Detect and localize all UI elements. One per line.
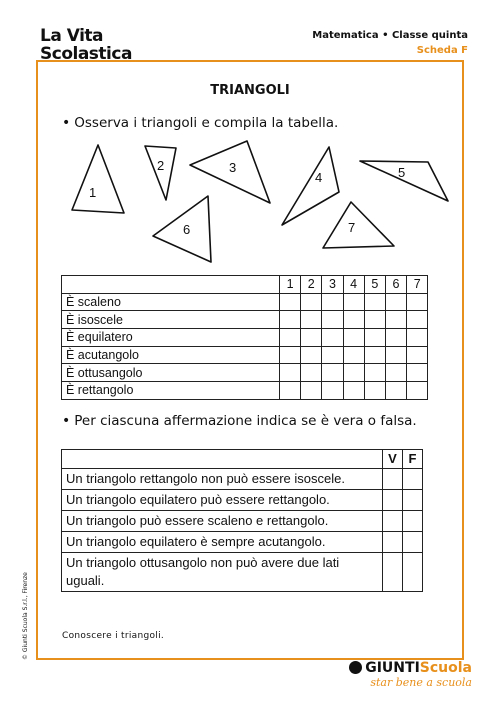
answer-cell[interactable] [322,329,343,347]
false-cell[interactable] [403,490,423,511]
answer-cell[interactable] [301,311,322,329]
exercise-2-instruction [62,413,417,429]
column-header: 5 [364,276,385,294]
answer-cell[interactable] [385,311,406,329]
column-header-v: V [383,450,403,469]
triangle-4-label: 4 [315,170,323,185]
brand-tagline: star bene a scuola [370,676,472,689]
true-cell[interactable] [383,469,403,490]
triangle-2 [145,146,176,200]
answer-cell[interactable] [407,329,428,347]
answer-cell[interactable] [343,382,364,400]
row-label: È isoscele [62,311,280,329]
answer-cell[interactable] [407,293,428,311]
publisher-brand [349,660,472,689]
row-label: È ottusangolo [62,364,280,382]
answer-cell[interactable] [385,382,406,400]
table-row [62,553,423,592]
table-row [62,490,423,511]
answer-cell[interactable] [322,311,343,329]
table-row [62,364,428,382]
exercise-2-text: Per ciascuna affermazione indica se è vera o falsa. [74,413,417,429]
answer-cell[interactable] [280,346,301,364]
false-cell[interactable] [403,469,423,490]
false-cell[interactable] [403,511,423,532]
statement: Un triangolo può essere scaleno e rettangolo. [62,511,383,532]
true-cell[interactable] [383,490,403,511]
triangle-6-label: 6 [183,222,191,237]
table-row [62,511,423,532]
triangle-5-label: 5 [398,165,406,180]
statement: Un triangolo ottusangolo non può avere due lati uguali. [62,553,383,592]
column-header: 3 [322,276,343,294]
answer-cell[interactable] [343,329,364,347]
answer-cell[interactable] [407,382,428,400]
column-header-f: F [403,450,423,469]
table-row [62,532,423,553]
answer-cell[interactable] [280,364,301,382]
row-label: È rettangolo [62,382,280,400]
answer-cell[interactable] [280,293,301,311]
answer-cell[interactable] [280,382,301,400]
answer-cell[interactable] [364,329,385,347]
answer-cell[interactable] [322,293,343,311]
triangle-1-label: 1 [89,185,97,200]
answer-cell[interactable] [301,382,322,400]
answer-cell[interactable] [364,311,385,329]
answer-cell[interactable] [364,382,385,400]
triangle-1 [72,145,124,213]
answer-cell[interactable] [364,346,385,364]
table-header-empty [62,450,383,469]
answer-cell[interactable] [343,346,364,364]
table-header-row [62,276,428,294]
answer-cell[interactable] [407,364,428,382]
column-header: 6 [385,276,406,294]
triangle-2-label: 2 [157,158,165,173]
statement: Un triangolo rettangolo non può essere isoscele. [62,469,383,490]
column-header: 7 [407,276,428,294]
answer-cell[interactable] [301,364,322,382]
bullet-icon: • [62,115,71,131]
answer-cell[interactable] [301,346,322,364]
column-header: 4 [343,276,364,294]
table-header-row [62,450,423,469]
answer-cell[interactable] [385,364,406,382]
table-row [62,382,428,400]
brand-logo [349,660,472,676]
table-row [62,346,428,364]
triangle-7 [323,202,394,248]
answer-cell[interactable] [385,346,406,364]
brand-giunti: GIUNTI [365,660,420,676]
true-false-table [61,449,423,592]
true-cell[interactable] [383,511,403,532]
answer-cell[interactable] [407,346,428,364]
triangle-7-label: 7 [348,220,356,235]
table-row [62,469,423,490]
footer-note: Conoscere i triangoli. [62,631,165,641]
answer-cell[interactable] [322,382,343,400]
answer-cell[interactable] [322,346,343,364]
answer-cell[interactable] [343,293,364,311]
answer-cell[interactable] [322,364,343,382]
table-row [62,329,428,347]
statement: Un triangolo equilatero può essere rettangolo. [62,490,383,511]
logo-line-1: La Vita [40,26,104,46]
giunti-logo-icon [349,661,362,674]
false-cell[interactable] [403,553,423,592]
row-label: È equilatero [62,329,280,347]
true-cell[interactable] [383,532,403,553]
logo-line-2: Scolastica [40,44,132,64]
answer-cell[interactable] [364,293,385,311]
answer-cell[interactable] [343,311,364,329]
column-header: 1 [280,276,301,294]
answer-cell[interactable] [407,311,428,329]
answer-cell[interactable] [280,329,301,347]
subject-label: Matematica • Classe quinta [312,30,468,41]
table-header-empty [62,276,280,294]
triangles-figure [0,0,500,270]
answer-cell[interactable] [343,364,364,382]
triangle-properties-table [61,275,428,400]
page-title: TRIANGOLI [210,83,290,98]
statement: Un triangolo equilatero è sempre acutangolo. [62,532,383,553]
table-row [62,293,428,311]
exercise-1-text: Osserva i triangoli e compila la tabella. [74,115,339,131]
column-header: 2 [301,276,322,294]
answer-cell[interactable] [364,364,385,382]
triangle-4 [282,147,339,225]
true-cell[interactable] [383,553,403,592]
answer-cell[interactable] [385,329,406,347]
false-cell[interactable] [403,532,423,553]
triangle-6 [153,196,211,262]
answer-cell[interactable] [301,329,322,347]
sheet-label: Scheda F [416,45,468,56]
row-label: È acutangolo [62,346,280,364]
answer-cell[interactable] [280,311,301,329]
brand-scuola: Scuola [419,660,472,676]
row-label: È scaleno [62,293,280,311]
table-row [62,311,428,329]
triangle-3-label: 3 [229,160,237,175]
answer-cell[interactable] [301,293,322,311]
answer-cell[interactable] [385,293,406,311]
bullet-icon: • [62,413,71,429]
copyright: © Giunti Scuola S.r.l., Firenze [22,572,29,660]
